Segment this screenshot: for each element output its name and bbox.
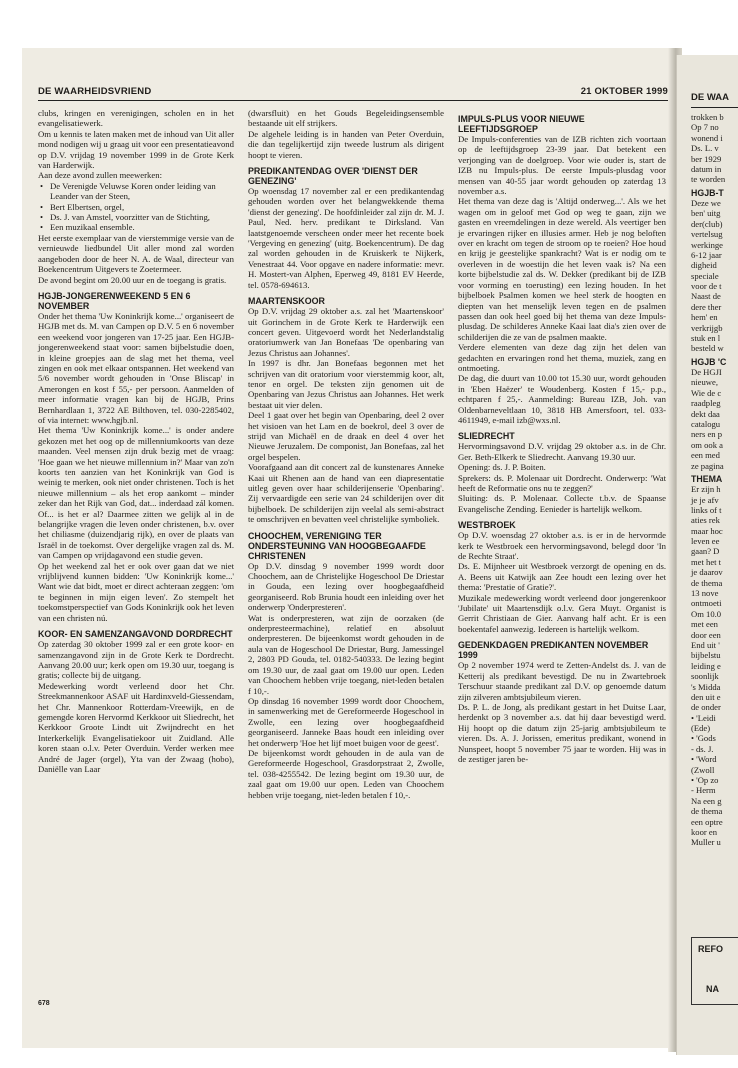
paper-name: DE WAARHEIDSVRIEND [38, 86, 152, 97]
text-line: 13 nove [691, 588, 719, 599]
article-heading: GEDENKDAGEN PREDIKANTEN NOVEMBER 1999 [458, 640, 649, 661]
text-line: vertelsug [691, 229, 723, 240]
list-item: • Bert Elbertsen, orgel, [46, 202, 234, 212]
text-line: hem' en [691, 312, 718, 323]
column-3 [458, 108, 666, 764]
text-line: (Zwoll [691, 764, 715, 775]
text-line: Om 10.0 [691, 608, 722, 619]
text-line: ontmoeti [691, 598, 722, 609]
article-heading: IMPULS-PLUS VOOR NIEUWE LEEFTIJDSGROEP [458, 114, 585, 134]
article-heading: WESTBROEK [458, 520, 516, 531]
text-line: • 'Leidi [691, 712, 716, 723]
text-line: Er zijn h [691, 484, 721, 495]
text-line: dekt daa [691, 408, 720, 419]
body-paragraph: De dag, die duurt van 10.00 tot 15.30 uur, wordt gehouden in 'Eben Haëzer' te Woudenberg. Kosten f 15,- p.p., echtparen f 25,-. Aanmelding: Bureau IZB, Joh. van Oldenbarneveltlaan 10, 3818 HB Amersfoort, tel. 033-4611949, e-mail izb@wxs.nl. [458, 373, 666, 425]
body-paragraph: Ds. E. Mijnheer uit Westbroek verzorgt de opening en ds. A. Beens uit Katwijk aan Zee houdt een lezing over het thema: 'Prestatie of Gratie?'. [458, 561, 666, 593]
text-line: datum in [691, 163, 722, 174]
body-paragraph: Het thema 'Uw Koninkrijk kome...' is onder andere gekozen met het oog op de millenniumkoorts van deze maanden. Veel mensen zijn druk bezig met de vraag: 'Hoe gaan we het nieuwe millennium in?' Maar van zo'n koorts ten aanzien van het Koninkrijk van God is weinig te merken, ook niet onder christenen. Toch is het nieuwe millennium – als het erop aankomt – minder zeker dan het Rijk van God, dat... inderdaad zál komen. Of... is het er al? Daarmee zitten we gelijk al in de belangrijke vragen die leven onder christenen, b.v. over het chiliasme (duizendjarig rijk), en over de plaats van Israël in de toekomst. Over dergelijke vragen zal ds. M. van Campen op vrijdagavond een studie geven. [38, 425, 234, 561]
text-line: besteld w [691, 343, 724, 354]
text-line: Na een g [691, 795, 722, 806]
text-line: leiding e [691, 660, 721, 671]
body-paragraph: Muzikale medewerking wordt verleend door jongerenkoor 'Jubilate' uit Maartensdijk o.l.v. Gera Muyt. Organist is Gerrit Christiaan de Gier. Aanvang half acht. Er is een boekentafel aanwezig. Iedereen is hartelijk welkom. [458, 592, 666, 634]
text-line: met het t [691, 556, 722, 567]
text-line: dere ther [691, 301, 722, 312]
body-paragraph: Voorafgaand aan dit concert zal de kunstenares Anneke Kaai uit Rhenen aan de hand van een diapresentatie uitleg geven over haar schilderijenserie 'Openbaring'. Zij vervaardigde een serie van 24 schilderijen over dit bijbelboek. De schilderijen zijn veelal als semi-abstract te omschrijven en bevatten veel christelijke symboliek. [248, 462, 444, 525]
article-heading: MAARTENSKOOR [248, 296, 325, 307]
newspaper-page [22, 48, 676, 1048]
text-line: ze pagina [691, 460, 724, 471]
text-line: ners en p [691, 429, 723, 440]
text-line: je daarov [691, 567, 723, 578]
text-line: den uit e [691, 691, 721, 702]
running-header [38, 86, 668, 100]
body-paragraph: Op 2 november 1974 werd te Zetten-Andelst ds. J. van de Ketterij als predikant bevestigd. De nu in Zwartebroek Terschuur staande predikant zal D.V. op genoemde datum zijn zilveren ambtsjubileum vieren. [458, 660, 666, 702]
text-line: De HGJI [691, 367, 722, 377]
text-line: Muller u [691, 837, 721, 848]
text-line: aties rek [691, 515, 720, 526]
article-heading: SLIEDRECHT [458, 431, 515, 442]
body-paragraph: Op D.V. vrijdag 29 oktober a.s. zal het 'Maartenskoor' uit Gorinchem in de Grote Kerk te Harderwijk een concert geven. Uitgevoerd wordt het Nederlandstalig oratoriumwerk van Jan Bonefaas 'De openbaring van Jezus Christus aan Johannes'. [248, 306, 444, 358]
list-item: • De Verenigde Veluwse Koren onder leiding van Leander van der Steen, [46, 181, 234, 202]
text-line: • 'Gods [691, 733, 716, 744]
article-heading: PREDIKANTENDAG OVER 'DIENST DER GENEZING' [248, 166, 418, 187]
text-line: stuk en l [691, 333, 721, 344]
body-paragraph: Op woensdag 17 november zal er een predikantendag gehouden worden over het belangwekkende thema 'dienst der genezing'. De hoofdinleider zal zijn dr. M. J. Paul, Ned. herv. predikant te Dirksland. Van laatstgenoemde verscheen onder meer het recente boek 'Vergeving en genezing' (uitg. Boekencentrum). De dag zal worden gehouden in de Kruiskerk te Nijkerk, Venestraat 44. Voor opgave en nadere informatie: mevr. H. Mostert-van Alphen, Eperweg 49, 8181 EV Heerde, tel. 0578-694613. [248, 186, 444, 290]
text-line: raadpleg [691, 398, 721, 409]
text-line: de thema [691, 577, 723, 588]
text-line: werkinge [691, 239, 723, 250]
body-paragraph: Op zaterdag 30 oktober 1999 zal er een grote koor- en samenzangavond zijn in de Grote Kerk te Dordrecht. Aanvang 20.00 uur; kerk open om 19.30 uur, toegang is gratis; collecte bij de uitgang. [38, 639, 234, 681]
next-page-rule [691, 107, 738, 108]
body-paragraph: Verdere elementen van deze dag zijn het delen van gedachten en ervaringen rond het thema, muziek, zang en ontmoeting. [458, 342, 666, 373]
text-line: koor en [691, 827, 718, 837]
text-line: der(club) [691, 218, 723, 229]
body-paragraph: De Impuls-conferenties van de IZB richten zich voortaan op de leeftijdsgroep 23-39 jaar. Dat betekent een verjonging van de doelgroep. Voor wie ouder is, start de IZB nu Impuls-plus. De eerste Impuls-plusdag voor mensen van 40-55 jaar wordt gehouden op zaterdag 13 november a.s. [458, 134, 666, 197]
text-line: leven ee [691, 536, 720, 547]
text-line: Ds. L. v [691, 143, 719, 154]
body-paragraph: De avond begint om 20.00 uur en de toegang is gratis. [38, 274, 227, 285]
body-paragraph: clubs, kringen en verenigingen, scholen en in het evangelisatiewerk. [38, 108, 234, 129]
body-paragraph: Wat is onderpresteren, wat zijn de oorzaken (de onderpresteermachine), relatief en absoluut onderpresteren. De bijeenkomst wordt gehouden in de aula van de Hogeschool De Driestar, Burg. Jamessingel 2, 2803 PD Gouda, tel. 0182-540333. De lezing begint om 19.30 uur, de zaal gaat om 19.00 uur open. Leden van Choochem hebben vrije toegang, niet-leden betalen f 10,-. [248, 612, 444, 696]
next-page-box [691, 937, 738, 1005]
text-line: door een [691, 629, 721, 640]
text-line: Op 7 no [691, 122, 719, 133]
body-paragraph: De bijeenkomst wordt gehouden in de aula van de Gereformeerde Hogeschool, Grasdorpstraat 2, Zwolle, tel. 038-4255542. De lezing begint om 19.30 uur, de zaal gaat om 19.00 uur open. Leden van Choochem hebben vrije toegang, niet-leden betalen f 10,-. [248, 747, 444, 800]
text-line: maar hoc [691, 525, 723, 536]
article-heading: HGJB-JONGERENWEEKEND 5 EN 6 NOVEMBER [38, 290, 191, 311]
body-paragraph: Onder het thema 'Uw Koninkrijk kome...' organiseert de HGJB met ds. M. van Campen op D.V. 5 en 6 november een weekend voor jongeren van 17-25 jaar. Een HGJB-jongerenweekend staat voor: samen bijbelstudie doen, in kleine groepjes aan de slag met het thema, veel zingen en ook met elkaar ontspannen. Het weekend van 5/6 november wordt gehouden in 'Onse Bliscap' in Amerongen en kost f 55,- per persoon. Aanmelden of meer informatie vragen kan bij de HGJB, Prins Bernhardlaan 1, 3722 AE Bilthoven, tel. 030-2285402, of via internet: www.hgjb.nl. [38, 310, 235, 425]
text-line: Naast de [691, 291, 721, 302]
text-line: je je afv [691, 494, 719, 505]
article-heading: HGJB 'C [691, 356, 727, 367]
text-line: om ook a [691, 439, 723, 450]
box-top-text: REFO [698, 944, 724, 954]
text-line: gaan? D [691, 546, 720, 557]
text-line: • 'Word [691, 754, 717, 765]
body-paragraph: Hervormingsavond D.V. vrijdag 29 oktober a.s. in de Chr. Ger. Beth-Elkerk te Sliedrecht. Aanvang 19.30 uur. [458, 441, 666, 462]
text-line: End uit ' [691, 639, 720, 650]
text-line: speciale [691, 270, 719, 281]
text-line: verkrijgb [691, 322, 723, 333]
body-paragraph: Op D.V. woensdag 27 oktober a.s. is er in de hervormde kerk te Westbroek een hervormingsavond, belegd door 'In de Rechte Straat'. [458, 530, 666, 562]
next-page-edge [676, 55, 738, 1055]
page-number: 678 [38, 1000, 50, 1007]
body-paragraph: Het thema van deze dag is 'Altijd onderweg...'. Als we het wagen om in geloof met God op weg te gaan, zijn we gasten en vreemdelingen in deze wereld. Als veertiger ben je ervaringen rijker en illusies armer. Heb je nog beloften over en kracht om tegen de stroom op te roeien? Hoe houd en krijg je geestelijke spankracht? Wat is er nodig om te overleven in de woestijn die het leven vaak is? Na een korte bijbelstudie zal ds. W. Dekker (predikant bij de IZB voor vorming en toerusting) een lezing houden. In het bijbelboek Psalmen komen we heel sterk de hoogten en diepten van het menselijk leven tegen en de psalmen passen dan ook heel goed bij het thema van deze Impuls-plusdag. De schilderes Anneke Kaai laat dia's zien over de schilderijen die ze van de psalmen maakte. [458, 196, 666, 342]
body-paragraph: (dwarsfluit) en het Gouds Begeleidingsensemble bestaande uit elf strijkers. [248, 108, 444, 129]
body-paragraph: In 1997 is dhr. Jan Bonefaas begonnen met het schrijven van dit oratorium voor vierstemmig koor, alt, tenor en orgel. De teksten zijn genomen uit de Openbaring van Jezus Christus aan Johannes. Het werk bestaat uit vier delen. [248, 358, 444, 410]
text-line: catalogu [691, 418, 721, 429]
text-line: de thema [691, 806, 723, 817]
body-paragraph: Aan deze avond zullen meewerken: [38, 170, 162, 181]
text-line: voor de t [691, 281, 722, 292]
body-paragraph: De algehele leiding is in handen van Peter Overduin, die dan tegelijkertijd zijn tweede lustrum als dirigent hoopt te vieren. [248, 128, 444, 160]
body-paragraph: Opening: ds. J. P. Boiten. [458, 462, 546, 473]
text-line: met een [691, 619, 718, 630]
text-line: links of t [691, 504, 722, 515]
text-line: een optre [691, 816, 723, 827]
text-line: de onder [691, 702, 721, 713]
text-line: wonend i [691, 132, 723, 143]
text-line: te worden [691, 174, 726, 185]
text-line: • 'Op zo [691, 775, 719, 786]
text-line: een med [691, 450, 720, 461]
body-paragraph: Deel 1 gaat over het begin van Openbaring, deel 2 over het visioen van het Lam en de boekrol, deel 3 over de strijd van Michaël en de draak en deel 4 over het Nieuwe Jeruzalem. De componist, Jan Bonefaas, zal het orgel bespelen. [248, 410, 444, 462]
text-line: Wie de c [691, 387, 722, 398]
box-bottom-text: NA [706, 984, 719, 994]
text-line: ben' uitg [691, 208, 721, 219]
text-line: digheid [691, 260, 717, 271]
text-line: soonlijk [691, 671, 719, 682]
text-line: 6-12 jaar [691, 249, 722, 260]
header-rule [38, 100, 668, 101]
text-line: nieuwe, [691, 377, 718, 388]
issue-date: 21 OKTOBER 1999 [580, 86, 668, 97]
text-line: 's Midda [691, 681, 721, 692]
body-paragraph: Op D.V. dinsdag 9 november 1999 wordt door Choochem, aan de Christelijke Hogeschool De Driestar in Gouda, een lezing over hoogbegaafdheid georganiseerd. Rob Brunia houdt een inleiding over het onderwerp 'Onderpresteren'. [248, 560, 444, 613]
text-line: (Ede) [691, 723, 711, 734]
bullet-list [38, 181, 234, 233]
text-line: trokken b [691, 112, 724, 122]
body-paragraph: Ds. P. L. de Jong, als predikant gestart in het Duitse Laar, herdenkt op 3 november a.s. dat hij daar bevestigd werd. Hij hoopt op die datum zijn 25-jarig ambtsjubileum te vieren. Ds. A. J. Jorissen, emeritus predikant, wonend in Nunspeet, hoopt 5 november 75 jaar te worden. Hij was in de zestiger jaren be- [458, 701, 666, 764]
body-paragraph: Op dinsdag 16 november 1999 wordt door Choochem, in samenwerking met de Gereformeerde Hogeschool in Zwolle, een lezing over hoogbegaafdheid georganiseerd. Janneke Baas houdt een inleiding over het onderwerp 'Hoe het lijf moet buigen voor de geest'. [248, 695, 444, 748]
body-paragraph: Op het weekend zal het er ook over gaan dat we niet vrijblijvend kunnen bidden: 'Uw Koninkrijk kome...' Want wie dat bidt, moet er direct achteraan zeggen: 'om te beginnen in mijn eigen leven'. Zo stempelt het toekomstperspectief van Gods Koninkrijk ook het leven van een christen nú. [38, 560, 234, 623]
article-heading: HGJB-T [691, 187, 724, 198]
next-page-text [691, 112, 738, 848]
body-paragraph: Sprekers: ds. P. Molenaar uit Dordrecht. Onderwerp: 'Wat heeft de Reformatie ons nu te zeggen?' [458, 472, 666, 493]
body-paragraph: Medewerking wordt verleend door het Chr. Streekmannenkoor ASAF uit Hardinxveld-Giessendam, het Chr. Mannenkoor Rotterdam-Vreewijk, en de gemengde koren Hervormd Kerkkoor uit Sliedrecht, het Kerkkoor Groote Lindt uit Zwijndrecht en het Interkerkelijk Evangelisatiekoor uit Zuidland. Alle koren staan o.l.v. Peter Overduin. Verder werken mee André de Jager (orgel), Yta van der Zwaag (hobo), Daniëlle van Laar [38, 680, 234, 774]
body-paragraph: Sluiting: ds. P. Molenaar. Collecte t.b.v. de Spaanse Evangelische Zending. Eenieder is hartelijk welkom. [458, 493, 666, 514]
text-line: - ds. J. [691, 743, 714, 754]
article-heading: CHOOCHEM, VERENIGING TER ONDERSTEUNING VAN HOOGBEGAAFDE CHRISTENEN [248, 530, 426, 561]
list-item: • Een muzikaal ensemble. [46, 222, 234, 232]
body-paragraph: Het eerste exemplaar van de vierstemmige versie van de vernieuwde liedbundel Uit aller mond zal worden aangeboden door de heer N. A. de Waal, directeur van Boekencentrum Uitgevers te Zoetermeer. [38, 232, 234, 275]
text-line: - Herm [691, 785, 716, 796]
text-line: Deze we [691, 197, 721, 208]
text-line: bijbelstu [691, 650, 721, 661]
list-item: • Ds. J. van Amstel, voorzitter van de Stichting, [46, 212, 234, 222]
article-heading: KOOR- EN SAMENZANGAVOND DORDRECHT [38, 629, 233, 640]
text-line: ber 1929 [691, 153, 722, 164]
body-paragraph: Om u kennis te laten maken met de inhoud van Uit aller mond nodigen wij u graag uit voor een presentatieavond op D.V. vrijdag 19 november 1999 in de Grote Kerk van Harderwijk. [38, 128, 234, 171]
column-2 [248, 108, 444, 800]
article-heading: THEMA [691, 473, 723, 484]
column-1 [38, 108, 234, 774]
next-page-header: DE WAA [691, 92, 729, 103]
